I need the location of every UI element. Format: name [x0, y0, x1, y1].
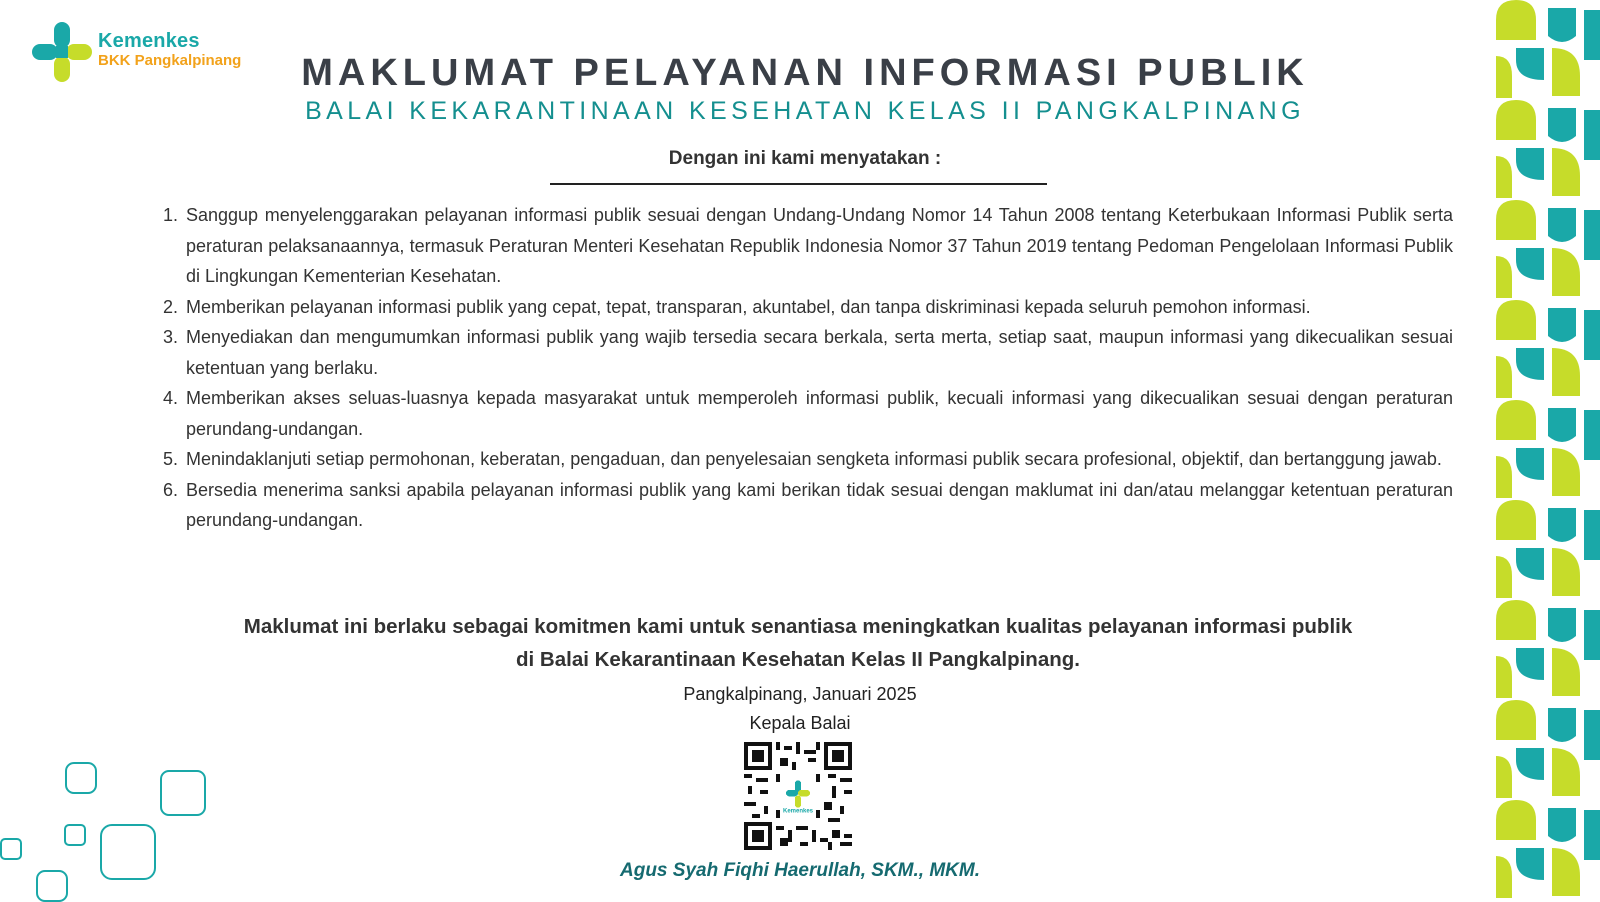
list-item — [163, 322, 1453, 383]
decorative-square — [0, 838, 22, 860]
list-item — [163, 200, 1453, 292]
logo-name: Kemenkes — [98, 30, 200, 52]
list-item-number: 5. — [163, 449, 179, 469]
list-item — [163, 292, 1453, 323]
signer-name: Agus Syah Fiqhi Haerullah, SKM., MKM. — [620, 860, 980, 881]
list-item-text: Memberikan pelayanan informasi publik yang cepat, tepat, transparan, akuntabel, dan tanpa diskriminasi kepada seluruh pemohon informasi. — [186, 296, 1311, 317]
signer-role: Kepala Balai — [749, 713, 851, 733]
page-subtitle: BALAI KEKARANTINAAN KESEHATAN KELAS II PANGKALPINANG — [305, 97, 1305, 125]
closing-line: di Balai Kekarantinaan Kesehatan Kelas II Pangkalpinang. — [516, 648, 1080, 671]
list-item — [163, 475, 1453, 536]
list-item-number: 2. — [163, 296, 179, 317]
decorative-pattern — [1496, 0, 1600, 900]
commitment-list — [163, 200, 1453, 536]
statement-heading: Dengan ini kami menyatakan : — [668, 148, 942, 169]
list-item-number: 1. — [163, 205, 179, 225]
list-item-number: 4. — [163, 388, 179, 408]
decorative-square — [64, 824, 86, 846]
qr-label: Kemenkes — [782, 808, 814, 815]
decorative-square — [160, 770, 206, 816]
list-item-number: 3. — [163, 327, 179, 347]
list-item-number: 6. — [163, 479, 179, 500]
list-item-text: Menindaklanjuti setiap permohonan, keberatan, pengaduan, dan penyelesaian sengketa informasi publik secara profesional, objektif, dan bertanggung jawab. — [186, 449, 1442, 469]
place-date: Pangkalpinang, Januari 2025 — [683, 684, 917, 704]
qr-code[interactable] — [744, 742, 852, 850]
list-item — [163, 444, 1453, 475]
list-item-text: Sanggup menyelenggarakan pelayanan informasi publik sesuai dengan Undang-Undang Nomor 14 Tahun 2008 tentang Keterbukaan Informasi Publik serta peraturan pelaksanaannya, termasuk Peraturan Menteri Kesehatan Republik Indonesia Nomor 37 Tahun 2019 tentang Pedoman Pengelolaan Informasi Publik di Lingkungan Kementerian Kesehatan. — [186, 205, 1453, 286]
page-title: MAKLUMAT PELAYANAN INFORMASI PUBLIK — [301, 52, 1309, 94]
list-item-text: Bersedia menerima sanksi apabila pelayanan informasi publik yang kami berikan tidak sesuai dengan maklumat ini dan/atau melanggar ketentuan peraturan perundang-undangan. — [186, 479, 1453, 530]
list-item-text: Memberikan akses seluas-luasnya kepada masyarakat untuk memperoleh informasi publik, kecuali informasi yang dikecualikan sesuai dengan peraturan perundang-undangan. — [186, 388, 1453, 439]
logo-unit: BKK Pangkalpinang — [98, 52, 242, 69]
list-item — [163, 383, 1453, 444]
closing-line: Maklumat ini berlaku sebagai komitmen kami untuk senantiasa meningkatkan kualitas pelayanan informasi publik — [243, 615, 1353, 638]
list-item-text: Menyediakan dan mengumumkan informasi publik yang wajib tersedia secara berkala, serta merta, setiap saat, maupun informasi yang dikecualikan sesuai ketentuan yang berlaku. — [186, 327, 1453, 378]
decorative-square — [65, 762, 97, 794]
closing-statement — [143, 610, 1453, 676]
heading-underline — [550, 183, 1047, 185]
